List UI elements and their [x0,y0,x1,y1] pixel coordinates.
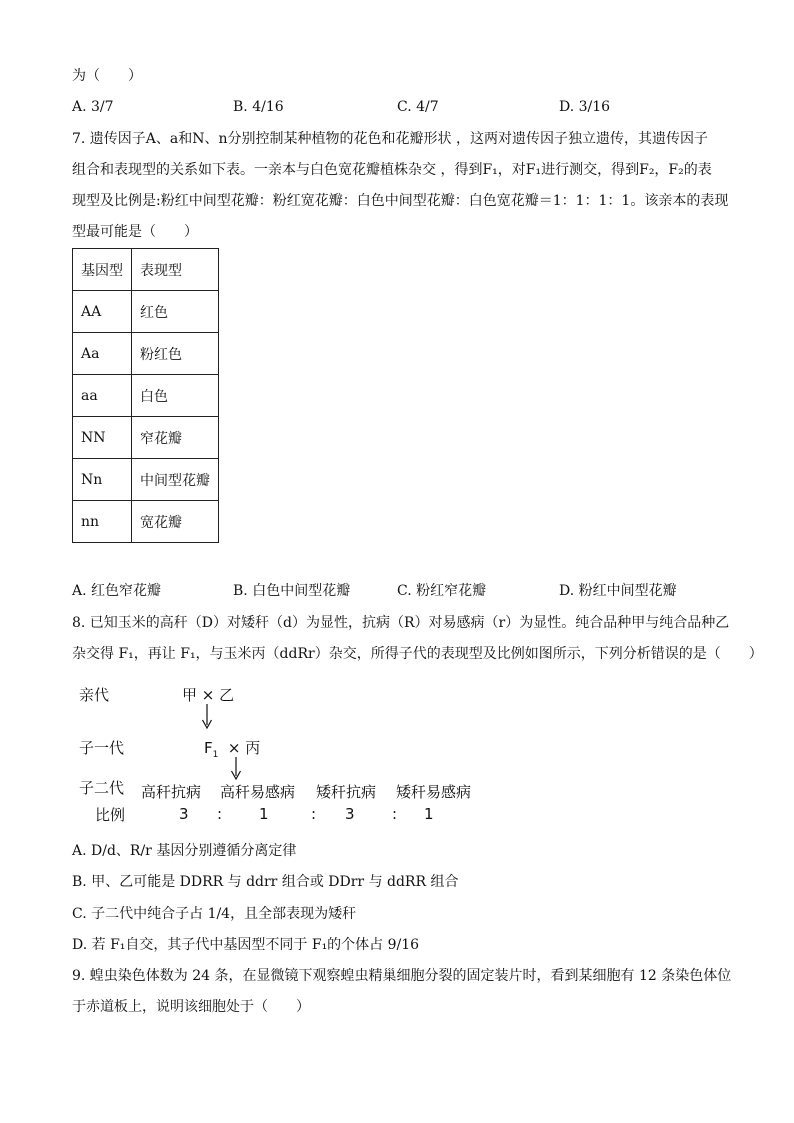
ratio-value: 1 [424,805,434,823]
table-row [73,459,219,501]
table-row [73,417,219,459]
label-f2-generation: 子二代 [79,779,125,797]
table-row [73,333,219,375]
q6-option-b: B. 4/16 [233,99,284,115]
q6-option-d: D. 3/16 [559,99,611,115]
arrow-down-icon [228,757,244,781]
q7-option-d: D. 粉红中间型花瓣 [559,583,677,599]
phenotype-3: 矮秆抗病 [316,783,377,801]
q8-stem-line2: 杂交得 F₁，再让 F₁，与玉米丙（ddRr）杂交，所得子代的表现型及比例如图所示，下列分析错误的是（ ） [72,646,763,662]
q7-option-c: C. 粉红窄花瓣 [397,583,487,599]
table-cell: aa [73,375,132,417]
q8-option-a: A. D/d、R/r 基因分别遵循分离定律 [72,843,297,859]
q6-options [72,97,722,117]
label-ratio: 比例 [95,806,126,824]
q7-stem-line2: 组合和表现型的关系如下表。一亲本与白色宽花瓣植株杂交 ，得到F₁，对F₁进行测交，得到F₂，F₂的表 [72,162,712,178]
phenotype-1: 高秆抗病 [141,783,202,801]
q7-stem-line4: 型最可能是（ ） [72,224,198,240]
table-cell: 红色 [132,291,219,333]
arrow-down-icon [199,704,215,730]
ratio-value: 3 [179,805,189,823]
q8-option-d: D. 若 F₁自交，其子代中基因型不同于 F₁的个体占 9/16 [72,937,420,953]
table-cell: 粉红色 [132,333,219,375]
q7-option-a: A. 红色窄花瓣 [72,583,162,599]
q6-option-c: C. 4/7 [397,99,439,115]
table-row [73,249,219,291]
q8-stem-line1: 8. 已知玉米的高秆（D）对矮秆（d）为显性，抗病（R）对易感病（r）为显性。纯合品种甲与纯合品种乙 [72,615,730,631]
phenotype-2: 高秆易感病 [220,783,296,801]
q9-stem-line2: 于赤道板上，说明该细胞处于（ ） [72,999,310,1015]
table-header-genotype: 基因型 [73,249,132,291]
label-f1-generation: 子一代 [79,739,125,757]
table-cell: 白色 [132,375,219,417]
ratio-colon: : [311,805,317,823]
f1-symbol: F [204,739,213,757]
table-cell: Aa [73,333,132,375]
q7-options [72,581,722,601]
q7-stem-line3: 现型及比例是:粉红中间型花瓣：粉红宽花瓣：白色中间型花瓣：白色宽花瓣＝1：1：1：1。该亲本的表现 [72,193,729,209]
q8-option-b: B. 甲、乙可能是 DDRR 与 ddrr 组合或 DDrr 与 ddRR 组合 [72,874,459,890]
ratio-colon: : [392,805,398,823]
table-cell: Nn [73,459,132,501]
table-cell: nn [73,501,132,543]
table-cell: 中间型花瓣 [132,459,219,501]
parent-cross: 甲 × 乙 [182,686,235,704]
q8-option-c: C. 子二代中纯合子占 1/4，且全部表现为矮秆 [72,906,357,922]
q9-stem-line1: 9. 蝗虫染色体数为 24 条，在显微镜下观察蝗虫精巢细胞分裂的固定装片时，看到某细胞有 12 条染色体位 [72,968,732,984]
ratio-value: 3 [345,805,355,823]
phenotype-4: 矮秆易感病 [396,783,472,801]
table-cell: 宽花瓣 [132,501,219,543]
genotype-table [72,248,219,543]
ratio-value: 1 [259,805,269,823]
q7-stem-line1: 7. 遗传因子A、a和N、n分别控制某种植物的花色和花瓣形状 ，这两对遗传因子独立遗传，其遗传因子 [72,131,708,147]
table-cell: 窄花瓣 [132,417,219,459]
table-row [73,291,219,333]
table-row [73,501,219,543]
q7-option-b: B. 白色中间型花瓣 [233,583,351,599]
f1-subscript: 1 [212,750,219,760]
table-row [73,375,219,417]
table-header-phenotype: 表现型 [132,249,219,291]
table-cell: NN [73,417,132,459]
table-cell: AA [73,291,132,333]
label-parent-generation: 亲代 [79,686,110,704]
ratio-colon: : [217,805,223,823]
q6-tail: 为（ ） [72,68,142,84]
f1-cross-partner: × 丙 [227,739,261,757]
q6-option-a: A. 3/7 [72,99,114,115]
